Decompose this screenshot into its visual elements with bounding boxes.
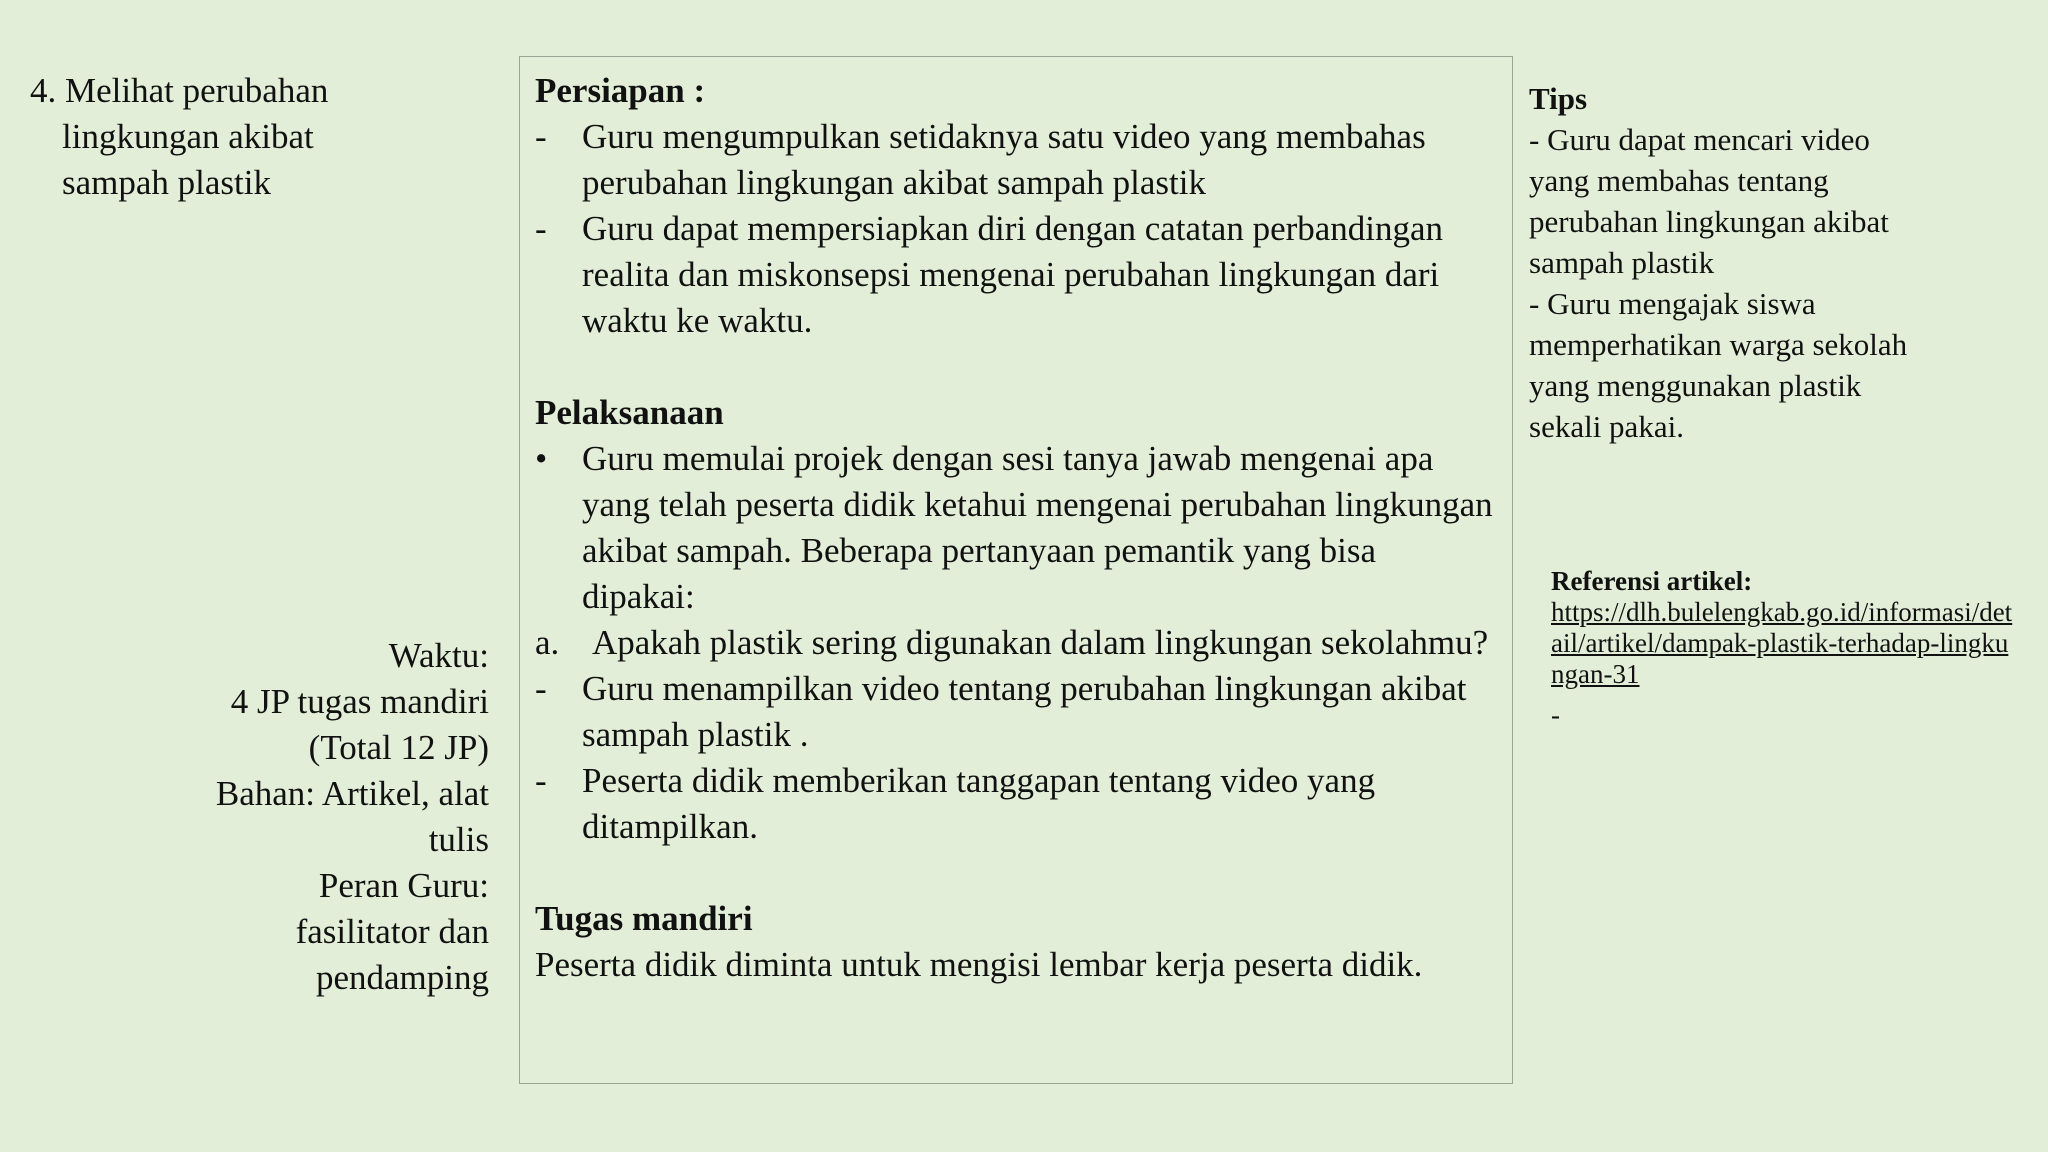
list-item (535, 206, 1497, 344)
tips-line: yang menggunakan plastik (1529, 368, 1862, 403)
list-item-text: Guru menampilkan video tentang perubahan lingkungan akibat sampah plastik . (582, 669, 1467, 754)
list-item (535, 666, 1497, 758)
question-marker: a. (535, 623, 560, 662)
meta-line: Bahan: Artikel, alat (215, 774, 489, 813)
activity-box (519, 56, 1513, 1084)
meta-line: tulis (428, 820, 489, 859)
meta-line: (Total 12 JP) (308, 728, 489, 767)
step-title-line3: sampah plastik (62, 163, 271, 202)
reference-panel (1551, 566, 2021, 731)
tips-line: - Guru dapat mencari video (1529, 122, 1870, 157)
step-title-line2: lingkungan akibat (62, 117, 314, 156)
tugas-text: Peserta didik diminta untuk mengisi lembar kerja peserta didik. (535, 945, 1423, 984)
list-item (535, 436, 1497, 620)
list-marker: - (535, 117, 547, 156)
tips-line: sampah plastik (1529, 245, 1715, 280)
meta-line: fasilitator dan (295, 912, 489, 951)
list-marker: - (535, 209, 547, 248)
meta-line: Waktu: (388, 636, 489, 675)
reference-title: Referensi artikel: (1551, 566, 1753, 596)
list-item-text: Guru mengumpulkan setidaknya satu video yang membahas perubahan lingkungan akibat sampah plastik (582, 117, 1426, 202)
tips-line: perubahan lingkungan akibat (1529, 204, 1889, 239)
meta-line: 4 JP tugas mandiri (230, 682, 489, 721)
list-item (535, 758, 1497, 850)
pelaksanaan-title: Pelaksanaan (535, 393, 724, 432)
tugas-title: Tugas mandiri (535, 899, 753, 938)
activity-meta (150, 633, 489, 1001)
reference-dash: - (1551, 700, 1560, 730)
list-item-text: Peserta didik memberikan tanggapan tentang video yang ditampilkan. (582, 761, 1376, 846)
list-marker: - (535, 761, 547, 800)
meta-line: Peran Guru: (318, 866, 489, 905)
tips-title: Tips (1529, 81, 1588, 116)
question-text: Apakah plastik sering digunakan dalam lingkungan sekolahmu? (592, 623, 1489, 662)
tips-panel (1529, 78, 1989, 447)
reference-link[interactable]: https://dlh.bulelengkab.go.id/informasi/detail/artikel/dampak-plastik-terhadap-lingkungan-31 (1551, 597, 2013, 689)
bullet-marker: • (535, 439, 548, 478)
step-title-line1: 4. Melihat perubahan (30, 71, 329, 110)
question-item (535, 620, 1497, 666)
list-item-text: Guru memulai projek dengan sesi tanya jawab mengenai apa yang telah peserta didik ketahui mengenai perubahan lingkungan akibat sampah. Beberapa pertanyaan pemantik yang bisa dipakai: (582, 439, 1493, 616)
list-marker: - (535, 669, 547, 708)
tips-line: yang membahas tentang (1529, 163, 1829, 198)
meta-line: pendamping (315, 958, 489, 997)
tips-line: memperhatikan warga sekolah (1529, 327, 1908, 362)
list-item-text: Guru dapat mempersiapkan diri dengan catatan perbandingan realita dan miskonsepsi mengenai perubahan lingkungan dari waktu ke waktu. (582, 209, 1444, 340)
persiapan-title: Persiapan : (535, 71, 706, 110)
step-title (30, 68, 470, 206)
tips-line: sekali pakai. (1529, 409, 1684, 444)
list-item (535, 114, 1497, 206)
tips-line: - Guru mengajak siswa (1529, 286, 1816, 321)
